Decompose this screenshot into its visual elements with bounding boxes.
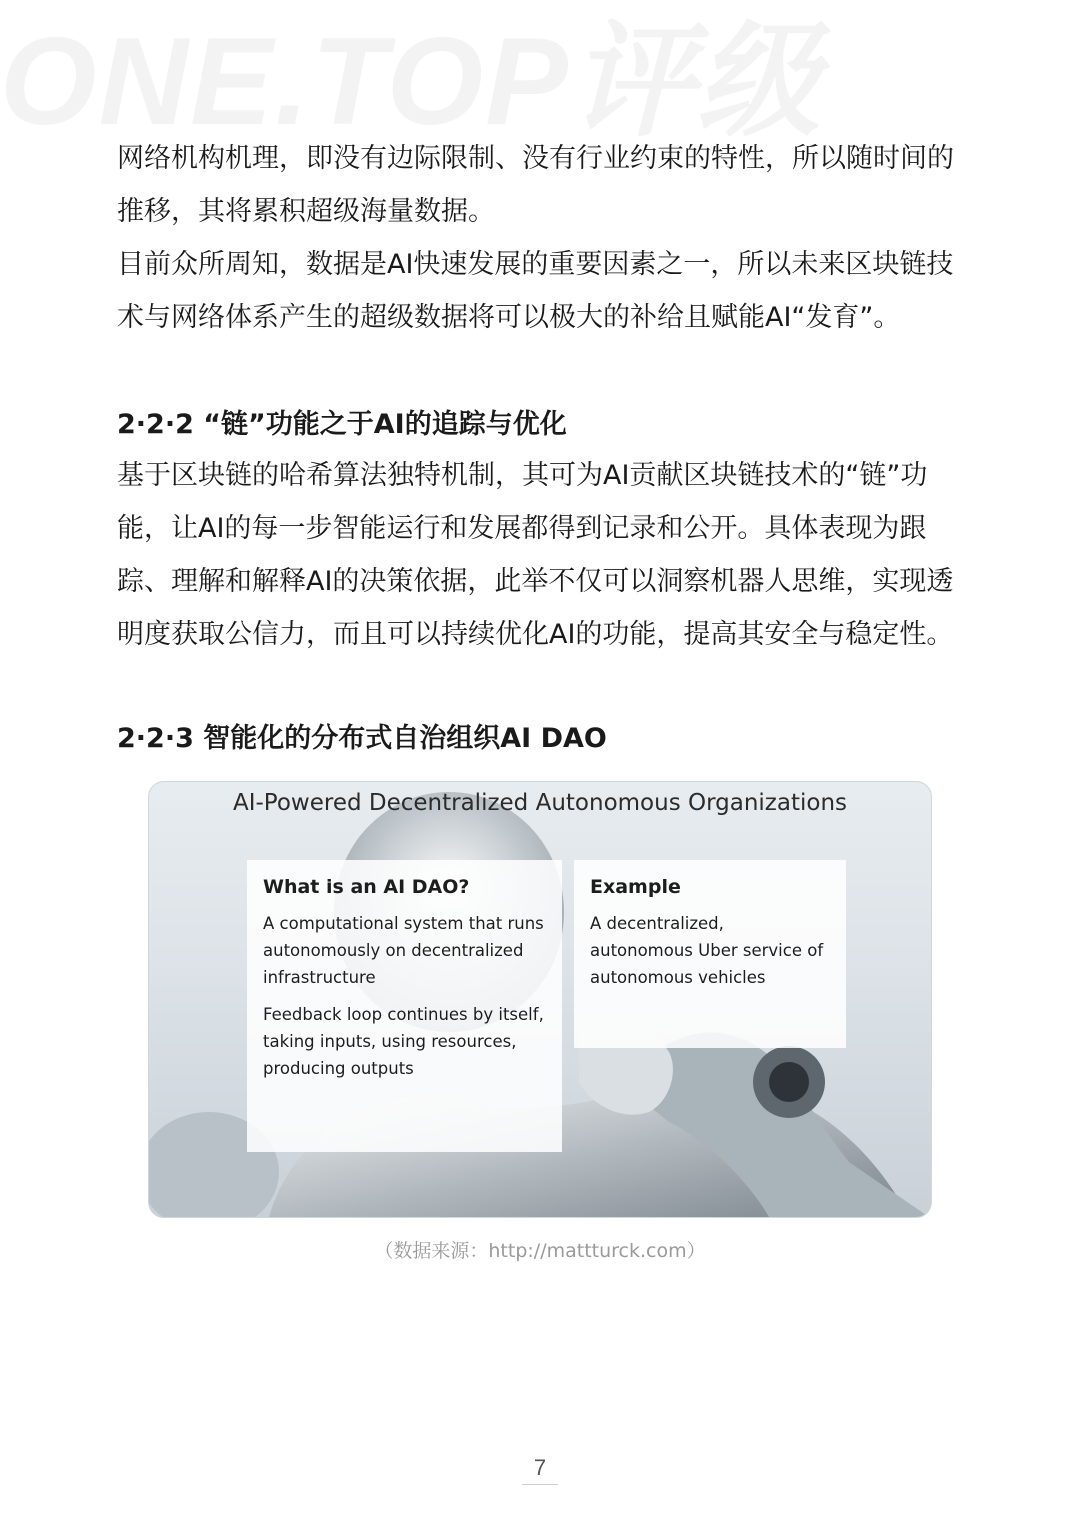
section-heading-2-2-2: 2·2·2 “链”功能之于AI的追踪与优化 [117,409,567,440]
card-heading: Example [590,876,681,898]
section-heading-2-2-3: 2·2·3 智能化的分布式自治组织AI DAO [117,723,607,754]
figure-title: AI-Powered Decentralized Autonomous Organizations [232,790,848,816]
page-number: 7 [533,1455,547,1480]
what-is-ai-dao-card [247,860,562,1152]
ai-dao-figure [148,781,932,1218]
paragraph-3: 基于区块链的哈希算法独特机制，其可为AI贡献区块链技术的“链”功能，让AI的每一步智能运行和发展都得到记录和公开。具体表现为跟踪、理解和解释AI的决策依据，此举不仅可以洞察机器人思维，实现透明度获取公信力，而且可以持续优化AI的功能，提高其安全与稳定性。 [117,460,954,650]
card-text: A computational system that runs autonomously on decentralized infrastructure [263,914,544,987]
paragraph-1: 网络机构机理，即没有边际限制、没有行业约束的特性，所以随时间的推移，其将累积超级海量数据。 [117,143,954,227]
page-number-underline [522,1484,558,1485]
watermark-logo: ONE.TOP评级 [0,13,822,151]
example-card [574,860,846,1048]
card-text: Feedback loop continues by itself, taking inputs, using resources, producing outputs [263,1005,544,1078]
paragraph-2: 目前众所周知，数据是AI快速发展的重要因素之一，所以未来区块链技术与网络体系产生的超级数据将可以极大的补给且赋能AI“发育”。 [117,249,954,333]
card-heading: What is an AI DAO? [263,876,470,898]
card-text: A decentralized, autonomous Uber service of autonomous vehicles [590,914,824,987]
data-source-caption: （数据来源：http://mattturck.com） [374,1240,706,1262]
